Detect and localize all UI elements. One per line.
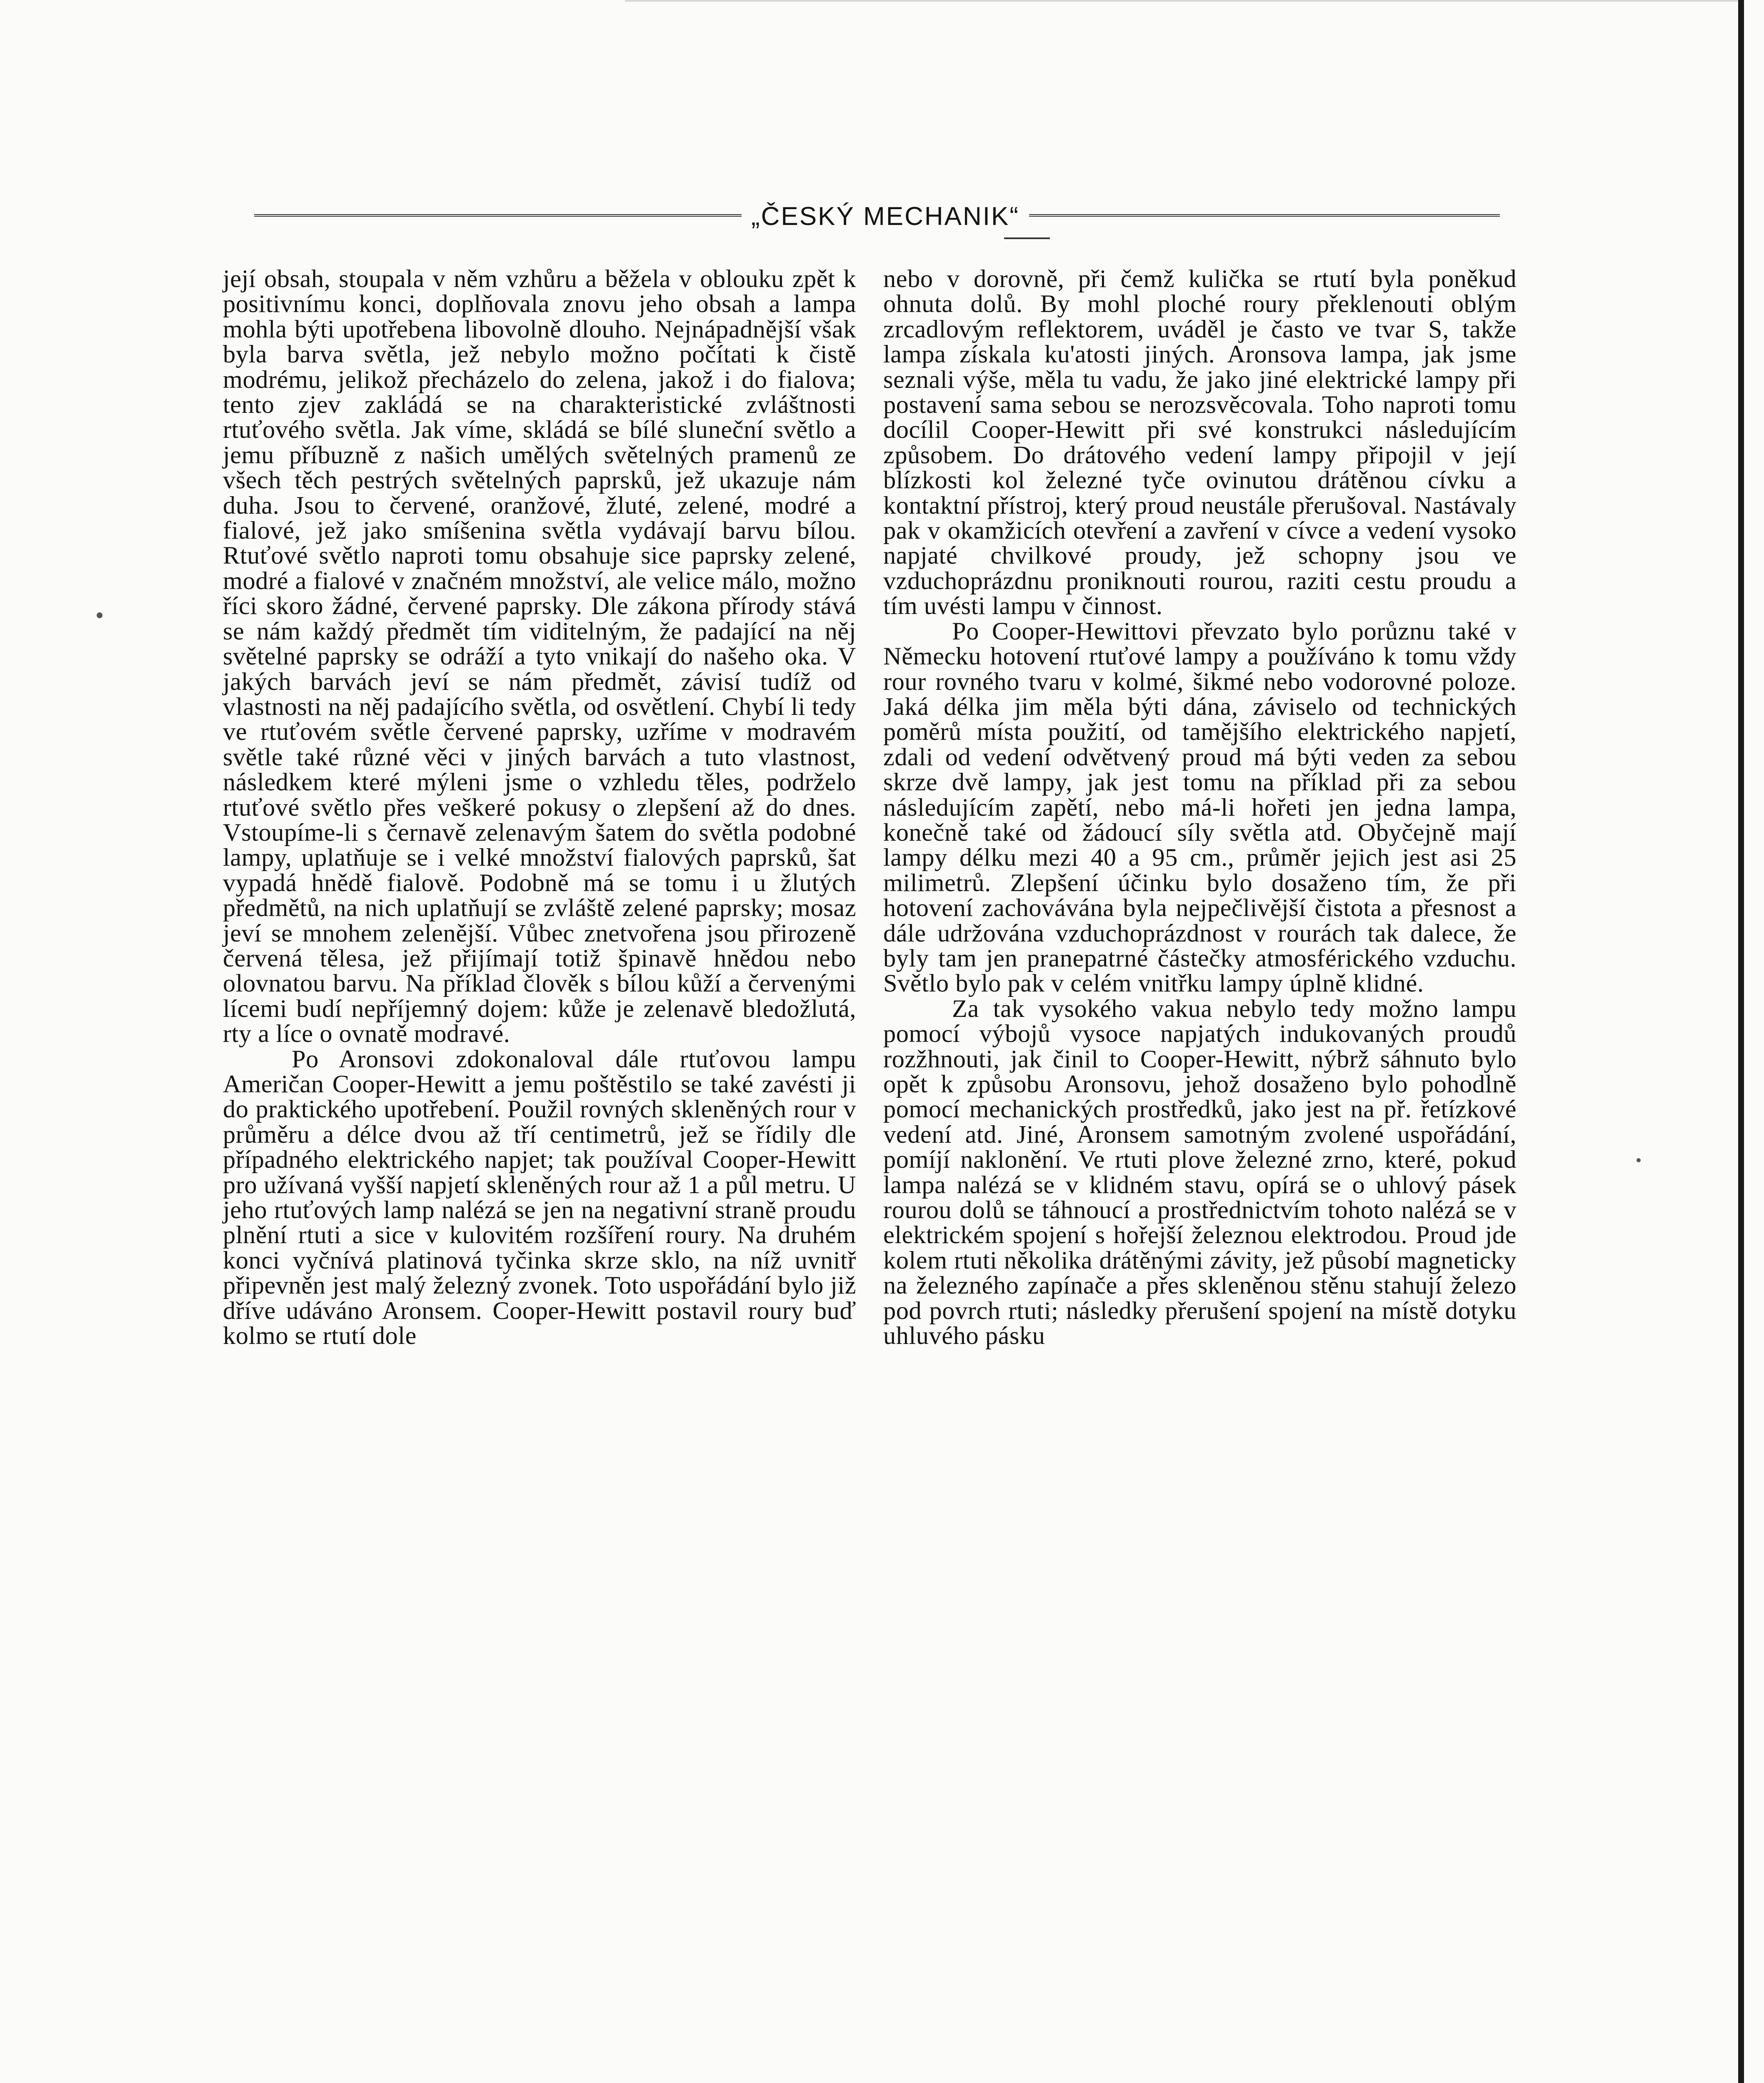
scan-speck [97,612,102,618]
left-column [223,267,856,1349]
header-dash [1004,237,1050,239]
left-paragraph-1: její obsah, stoupala v něm vzhůru a běžela v oblouku zpět k positivnímu konci, doplňovala znovu jeho obsah a lampa mohla býti upotřebena libovolně dlouho. Nejnápadnější však byla barva světla, jež nebylo možno počítati k čistě modrému, jelikož přecházelo do zelena, jakož i do fialova; tento zjev zakládá se na charakteristické zvláštnosti rtuťového světla. Jak víme, skládá se bílé sluneční světlo a jemu příbuzně z našich umělých světelných pramenů ze všech těch pestrých světelných paprsků, jež ukazuje nám duha. Jsou to červené, oranžové, žluté, zelené, modré a fialové, jež jako smíšenina světla vydávají barvu bílou. Rtuťové světlo naproti tomu obsahuje sice paprsky zelené, modré a fialové v značném množství, ale velice málo, možno říci skoro žádné, červené paprsky. Dle zákona přírody stává se nám každý předmět tím viditelným, že padající na něj světelné paprsky se odráží a tyto vnikají do našeho oka. V jakých barvách jeví se nám předmět, závisí tudíž od vlastnosti na něj padajícího světla, od osvětlení. Chybí li tedy ve rtuťovém světle červené paprsky, uzříme v modravém světle také různé věci v jiných barvách a tuto vlastnost, následkem které mýleni jsme o vzhledu těles, podrželo rtuťové světlo přes veškeré pokusy o zlepšení až do dnes. Vstoupíme-li s černavě zelenavým šatem do světla podobné lampy, uplatňuje se i velké množství fialových paprsků, šat vypadá hnědě fialově. Podobně má se tomu i u žlutých předmětů, na nich uplatňují se zvláště zelené paprsky; mosaz jeví se mnohem zelenější. Vůbec znetvořena jsou přirozeně červená tělesa, jež přijímají totiž špinavě hnědou nebo olovnatou barvu. Na příklad člověk s bílou kůží a červenými lícemi budí nepříjemný dojem: kůže je zelenavě bledožlutá, rty a líce o ovnatě modravé. [223,265,856,1048]
right-paragraph-3: Za tak vysokého vakua nebylo tedy možno lampu pomocí výbojů vysoce napjatých indukovaných proudů rozžhnouti, jak činil to Cooper-Hewitt, nýbrž sáhnuto bylo opět k způsobu Aronsovu, jehož dosaženo bylo pohodlně pomocí mechanických prostředků, jako jest na př. řetízkové vedení atd. Jiné, Aronsem samotným zvolené uspořádání, pomíjí naklonění. Ve rtuti plove železné zrno, které, pokud lampa nalézá se v klidném stavu, opírá se o uhlový pásek rourou dolů se táhnoucí a prostřednictvím tohoto nalézá se v elektrickém spojení s hořejší železnou elektrodou. Proud jde kolem rtuti několika drátěnými závity, jež působí magneticky na železného zapínače a přes skleněnou stěnu stahují železo pod povrch rtuti; následky přerušení spojení na místě dotyku uhluvého pásku [883,994,1517,1350]
right-paragraph-1: nebo v dorovně, při čemž kulička se rtutí byla poněkud ohnuta dolů. By mohl ploché roury překlenouti oblým zrcadlovým reflektorem, uváděl je často ve tvar S, takže lampa získala ku'atosti jiných. Aronsova lampa, jak jsme seznali výše, měla tu vadu, že jako jiné elektrické lampy při postavení sama sebou se nerozsvěcovala. Toho naproti tomu docílil Cooper-Hewitt při své konstrukci následujícím způsobem. Do drátového vedení lampy připojil v její blízkosti kol železné tyče ovinutou drátěnou cívku a kontaktní přístroj, který proud neustále přerušoval. Nastávaly pak v okamžicích otevření a zavření v cívce a vedení vysoko napjaté chvilkové proudy, jež schopny jsou ve vzduchoprázdnu proniknouti rourou, raziti cestu proudu a tím uvésti lampu v činnost. [883,265,1517,620]
scan-right-edge [1738,0,1744,2083]
left-paragraph-2: Po Aronsovi zdokonaloval dále rtuťovou lampu Američan Cooper-Hewitt a jemu poštěstilo se také zavésti ji do praktického upotřebení. Použil rovných skleněných rour v průměru a délce dvou až tří centimetrů, jež se řídily dle případného elektrického napjet; tak používal Cooper-Hewitt pro užívaná vyšší napjetí skleněných rour až 1 a půl metru. U jeho rtuťových lamp nalézá se jen na negativní straně proudu plnění rtuti a sice v kulovitém rozšíření roury. Na druhém konci vyčnívá platinová tyčinka skrze sklo, na níž uvnitř připevněn jest malý železný zvonek. Toto uspořádání bylo již dříve udáváno Aronsem. Cooper-Hewitt postavil roury buď kolmo se rtutí dole [223,1045,856,1350]
scan-speck [1637,1158,1641,1162]
header-rule-left [254,214,742,217]
header-rule-right [1029,214,1500,217]
right-column [883,267,1517,1349]
running-header [254,196,1500,237]
journal-title: „ČESKÝ MECHANIK“ [751,202,1019,231]
scan-edge-line [625,0,1742,2]
right-paragraph-2: Po Cooper-Hewittovi převzato bylo porůznu také v Německu hotovení rtuťové lampy a používáno k tomu vždy rour rovného tvaru v kolmé, šikmé nebo vodorovné poloze. Jaká délka jim měla býti dána, záviselo od technických poměrů místa použití, od tamějšího elektrického napjetí, zdali od vedení odvětvený proud má býti veden za sebou skrze dvě lampy, jak jest tomu na příklad při za sebou následujícím zapětí, nebo má-li hořeti jen jedna lampa, konečně také od žádoucí síly světla atd. Obyčejně mají lampy délku mezi 40 a 95 cm., průměr jejich jest asi 25 milimetrů. Zlepšení účinku bylo dosaženo tím, že při hotovení zachovávána byla nejpečlivější čistota a přesnost a dále udržována vzduchoprázdnost v rourách tak dalece, že byly tam jen pranepatrné částečky atmosférického vzduchu. Světlo bylo pak v celém vnitřku lampy úplně klidné. [883,617,1517,998]
